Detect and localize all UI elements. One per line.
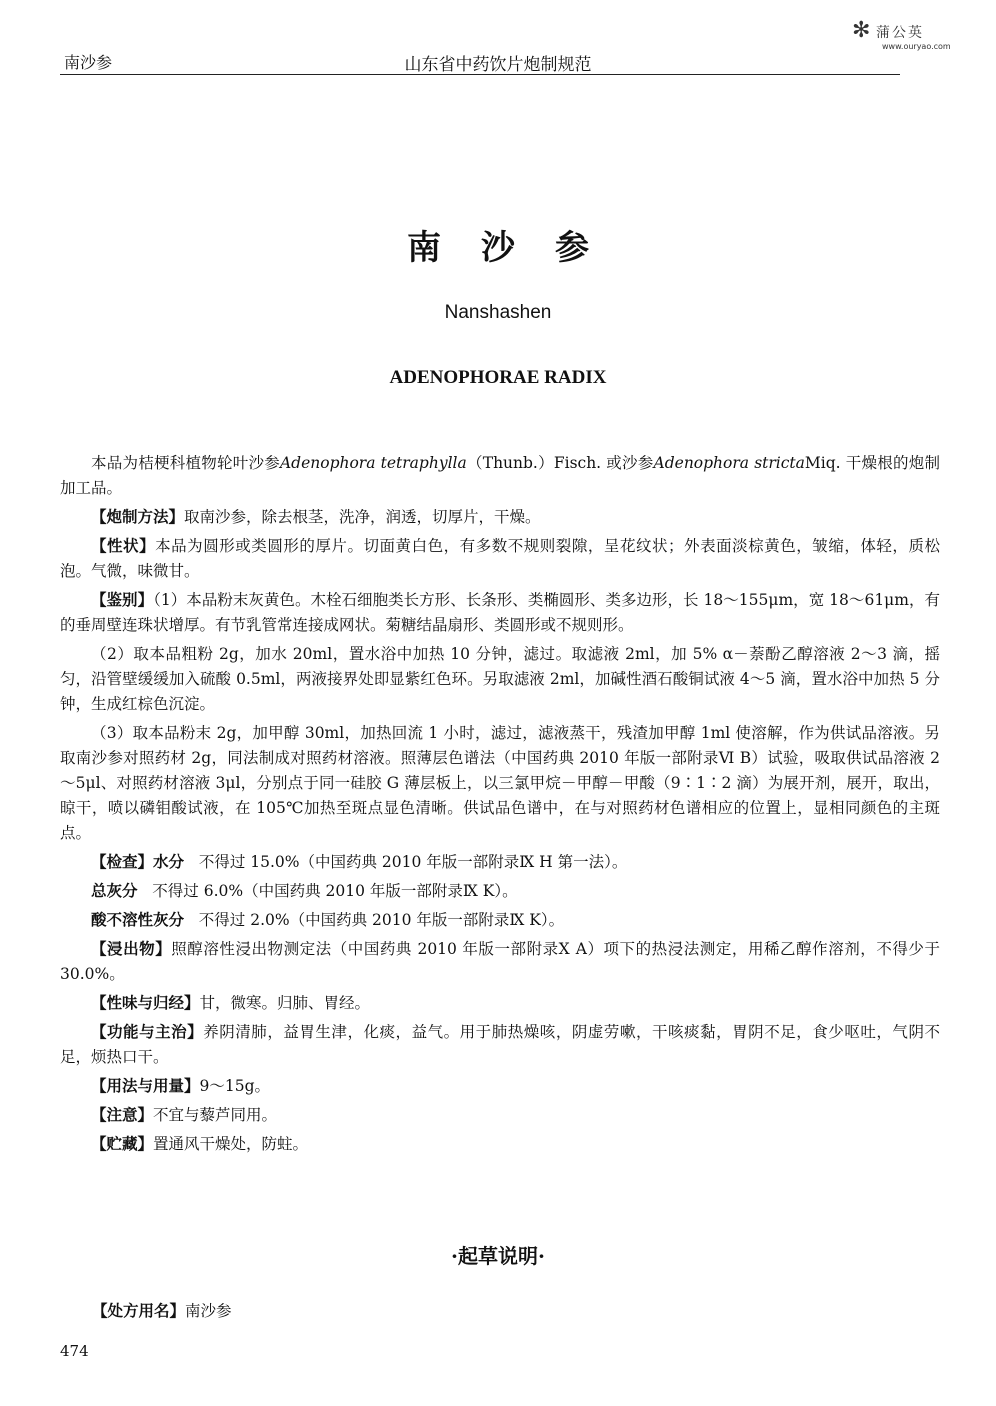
sub-label: 酸不溶性灰分 <box>91 911 185 929</box>
monograph-body <box>60 451 940 1161</box>
section-text: 取南沙参，除去根茎，洗净，润透，切厚片，干燥。 <box>184 508 541 526</box>
sub-label: 水分 <box>153 853 185 871</box>
method-paragraph <box>60 505 940 530</box>
section-label: 【炮制方法】 <box>91 508 185 526</box>
nature-paragraph <box>60 991 940 1016</box>
identification-paragraph-2 <box>60 642 940 717</box>
section-label: 【功能与主治】 <box>91 1023 204 1041</box>
intro-text: （Thunb.）Fisch. 或沙参 <box>466 454 654 472</box>
storage-paragraph <box>60 1132 940 1157</box>
watermark-logo <box>852 18 951 66</box>
page-number: 474 <box>60 1342 89 1360</box>
function-paragraph <box>60 1020 940 1070</box>
acid-ash-paragraph <box>60 908 940 933</box>
check-paragraph <box>60 850 940 875</box>
header-rule <box>60 74 900 75</box>
page-title: 南沙参 <box>407 228 629 268</box>
section-text: 置通风干燥处，防蛀。 <box>153 1135 309 1153</box>
species-name: Adenophora stricta <box>653 454 805 472</box>
identification-paragraph-3 <box>60 721 940 846</box>
section-label: 【贮藏】 <box>91 1135 154 1153</box>
intro-paragraph <box>60 451 940 501</box>
logo-url: www.ouryao.com <box>882 42 951 51</box>
section-text: 不得过 15.0%（中国药典 2010 年版一部附录Ⅸ H 第一法）。 <box>198 853 628 871</box>
prescription-name <box>92 1299 232 1321</box>
pinyin-title: Nanshashen <box>444 302 552 323</box>
section-text: 不得过 6.0%（中国药典 2010 年版一部附录Ⅸ K）。 <box>152 882 518 900</box>
section-text: 照醇溶性浸出物测定法（中国药典 2010 年版一部附录Ⅹ A）项下的热浸法测定，用稀乙醇作溶剂，不得少于 30.0%。 <box>60 940 940 983</box>
section-label: 【性味与归经】 <box>91 994 200 1012</box>
section-text: 南沙参 <box>185 1302 232 1320</box>
section-text: 不宜与藜芦同用。 <box>153 1106 278 1124</box>
section-label: 【用法与用量】 <box>91 1077 200 1095</box>
section-text: 不得过 2.0%（中国药典 2010 年版一部附录Ⅸ K）。 <box>198 911 565 929</box>
section-text: （3）取本品粉末 2g，加甲醇 30ml，加热回流 1 小时，滤过，滤液蒸干，残渣加甲醇 1ml 使溶解，作为供试品溶液。另取南沙参对照药材 2g，同法制成对照药材溶液。照薄层色谱法（中国药典 2010 年版一部附录Ⅵ B）试验，吸取供试品溶液 2～5μl、对照药材溶液 3μl，分别点于同一硅胶 G 薄层板上，以三氯甲烷－甲醇－甲酸（9∶1∶2 滴）为展开剂，展开，取出，晾干，喷以磷钼酸试液，在 105℃加热至斑点显色清晰。供试品色谱中，在与对照药材色谱相应的位置上，显相同颜色的主斑点。 <box>60 724 940 842</box>
section-text: （1）本品粉末灰黄色。木栓石细胞类长方形、长条形、类椭圆形、类多边形，长 18～155μm，宽 18～61μm，有的垂周壁连珠状增厚。有节乳管常连接成网状。菊糖结晶扇形、类圆形或不规则形。 <box>60 591 940 634</box>
ash-paragraph <box>60 879 940 904</box>
drafting-notes-title: ·起草说明· <box>451 1244 545 1268</box>
section-text: 甘，微寒。归肺、胃经。 <box>199 994 371 1012</box>
section-label: 【检查】 <box>91 853 154 871</box>
section-label: 【处方用名】 <box>92 1302 186 1320</box>
dandelion-icon: ✻ <box>852 18 871 43</box>
usage-paragraph <box>60 1074 940 1099</box>
species-name: Adenophora tetraphylla <box>279 454 467 472</box>
section-text: 养阴清肺，益胃生津，化痰，益气。用于肺热燥咳，阴虚劳嗽，干咳痰黏，胃阴不足，食少呕吐，气阴不足，烦热口干。 <box>60 1023 940 1066</box>
character-paragraph <box>60 534 940 584</box>
section-label: 【鉴别】 <box>91 591 154 609</box>
section-text: （2）取本品粗粉 2g，加水 20ml，置水浴中加热 10 分钟，滤过。取滤液 2ml，加 5% α－萘酚乙醇溶液 2～3 滴，摇匀，沿管壁缓缓加入硫酸 0.5ml，两液接界处即显紫红色环。另取滤液 2ml，加碱性酒石酸铜试液 4～5 滴，置水浴中加热 5 分钟，生成红棕色沉淀。 <box>60 645 940 713</box>
section-text: 9～15g。 <box>199 1077 271 1095</box>
extract-paragraph <box>60 937 940 987</box>
header-left: 南沙参 <box>64 53 113 72</box>
intro-text: 本品为桔梗科植物轮叶沙参 <box>91 454 280 472</box>
sub-label: 总灰分 <box>91 882 138 900</box>
caution-paragraph <box>60 1103 940 1128</box>
logo-name: 蒲公英 <box>876 25 924 41</box>
section-text: 本品为圆形或类圆形的厚片。切面黄白色，有多数不规则裂隙，呈花纹状；外表面淡棕黄色，皱缩，体轻，质松泡。气微，味微甘。 <box>60 537 940 580</box>
identification-paragraph <box>60 588 940 638</box>
header-title: 山东省中药饮片炮制规范 <box>404 55 592 75</box>
section-label: 【浸出物】 <box>91 940 172 958</box>
latin-title: ADENOPHORAE RADIX <box>389 367 607 388</box>
section-label: 【性状】 <box>91 537 156 555</box>
intro-text: Miq. 干燥根的炮制加工品。 <box>60 454 940 497</box>
running-header <box>60 50 936 78</box>
section-label: 【注意】 <box>91 1106 154 1124</box>
